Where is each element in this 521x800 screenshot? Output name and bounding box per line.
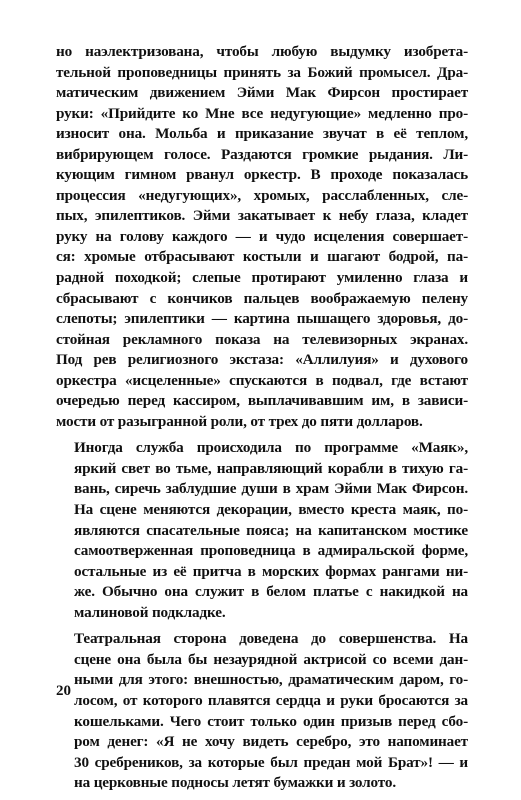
text-line: ными для этого: внешностью, драматическим даром, го-	[74, 671, 468, 689]
text-line: кошельками. Чего стоит только один призыв перед сбо-	[74, 712, 468, 730]
text-line: оркестра «исцеленные» спускаются в подвал, где встают	[56, 371, 468, 389]
text-line: матическим движением Эйми Мак Фирсон простирает	[56, 84, 468, 102]
text-line: яркий свет во тьме, направляющий корабли в тихую га-	[74, 459, 468, 477]
paragraph-3	[56, 629, 468, 793]
text-line: тельной проповедницы принять за Божий промысел. Дра-	[56, 63, 468, 81]
text-line: самоотверженная проповедница в адмиральской форме,	[74, 542, 468, 560]
text-line: сбрасывают с кончиков пальцев воображаемую пелену	[56, 289, 468, 307]
text-line: малиновой подкладке.	[74, 603, 226, 621]
page-number: 20	[56, 683, 71, 699]
text-line: ром денег: «Я не хочу видеть серебро, это напоминает	[74, 733, 468, 751]
text-line: являются спасательные пояса; на капитанском мостике	[74, 521, 468, 539]
book-page-text	[56, 42, 468, 794]
text-line: лосом, от которого плавятся сердца и руки бросаются за	[74, 691, 468, 709]
text-line: но наэлектризована, чтобы любую выдумку изобрета-	[56, 43, 468, 60]
text-line: руку на голову каждого — и чудо исцеления совершает-	[56, 227, 468, 245]
text-line: руки: «Прийдите ко Мне все недугующие» медленно про-	[56, 104, 468, 122]
text-line: очередью перед кассиром, выплачивавшим им, в зависи-	[56, 392, 468, 410]
text-line: на церковные подносы летят бумажки и золото.	[74, 774, 396, 792]
text-line: же. Обычно она служит в белом платье с накидкой на	[74, 583, 468, 601]
text-line: процессия «недугующих», хромых, расслабленных, сле-	[56, 186, 468, 204]
text-line: кующим гимном рванул оркестр. В проходе показалась	[56, 166, 468, 184]
paragraph-1	[56, 42, 468, 432]
text-line: износит она. Мольба и приказание звучат в её теплом,	[56, 125, 468, 143]
text-line: На сцене меняются декорации, вместо креста маяк, по-	[74, 501, 468, 519]
text-line: сцене она была бы незаурядной актрисой со всеми дан-	[74, 650, 468, 668]
text-line: вань, сиречь заблудшие души в храм Эйми Мак Фирсон.	[74, 480, 468, 498]
text-line: вибрирующем голосе. Раздаются громкие рыдания. Ли-	[56, 145, 468, 163]
text-line: мости от разыгранной роли, от трех до пяти долларов.	[56, 412, 423, 430]
text-line: Иногда служба происходила по программе «Маяк»,	[74, 439, 468, 457]
paragraph-2	[56, 438, 468, 623]
text-line: остальные из её притча в морских формах рангами ни-	[74, 562, 468, 580]
text-line: Под рев религиозного экстаза: «Аллилуия» и духового	[56, 351, 468, 369]
text-line: радной походкой; слепые протирают умиленно глаза и	[56, 269, 468, 287]
text-line: слепоты; эпилептики — картина пышащего здоровья, до-	[56, 310, 468, 328]
text-line: стойная рекламного показа на телевизорных экранах.	[56, 330, 468, 348]
text-line: 30 сребреников, за которые был предан мой Брат»! — и	[74, 753, 468, 771]
text-line: пых, эпилептиков. Эйми закатывает к небу глаза, кладет	[56, 207, 468, 225]
text-line: Театральная сторона доведена до совершенства. На	[74, 630, 468, 648]
text-line: ся: хромые отбрасывают костыли и шагают бодрой, па-	[56, 248, 468, 266]
